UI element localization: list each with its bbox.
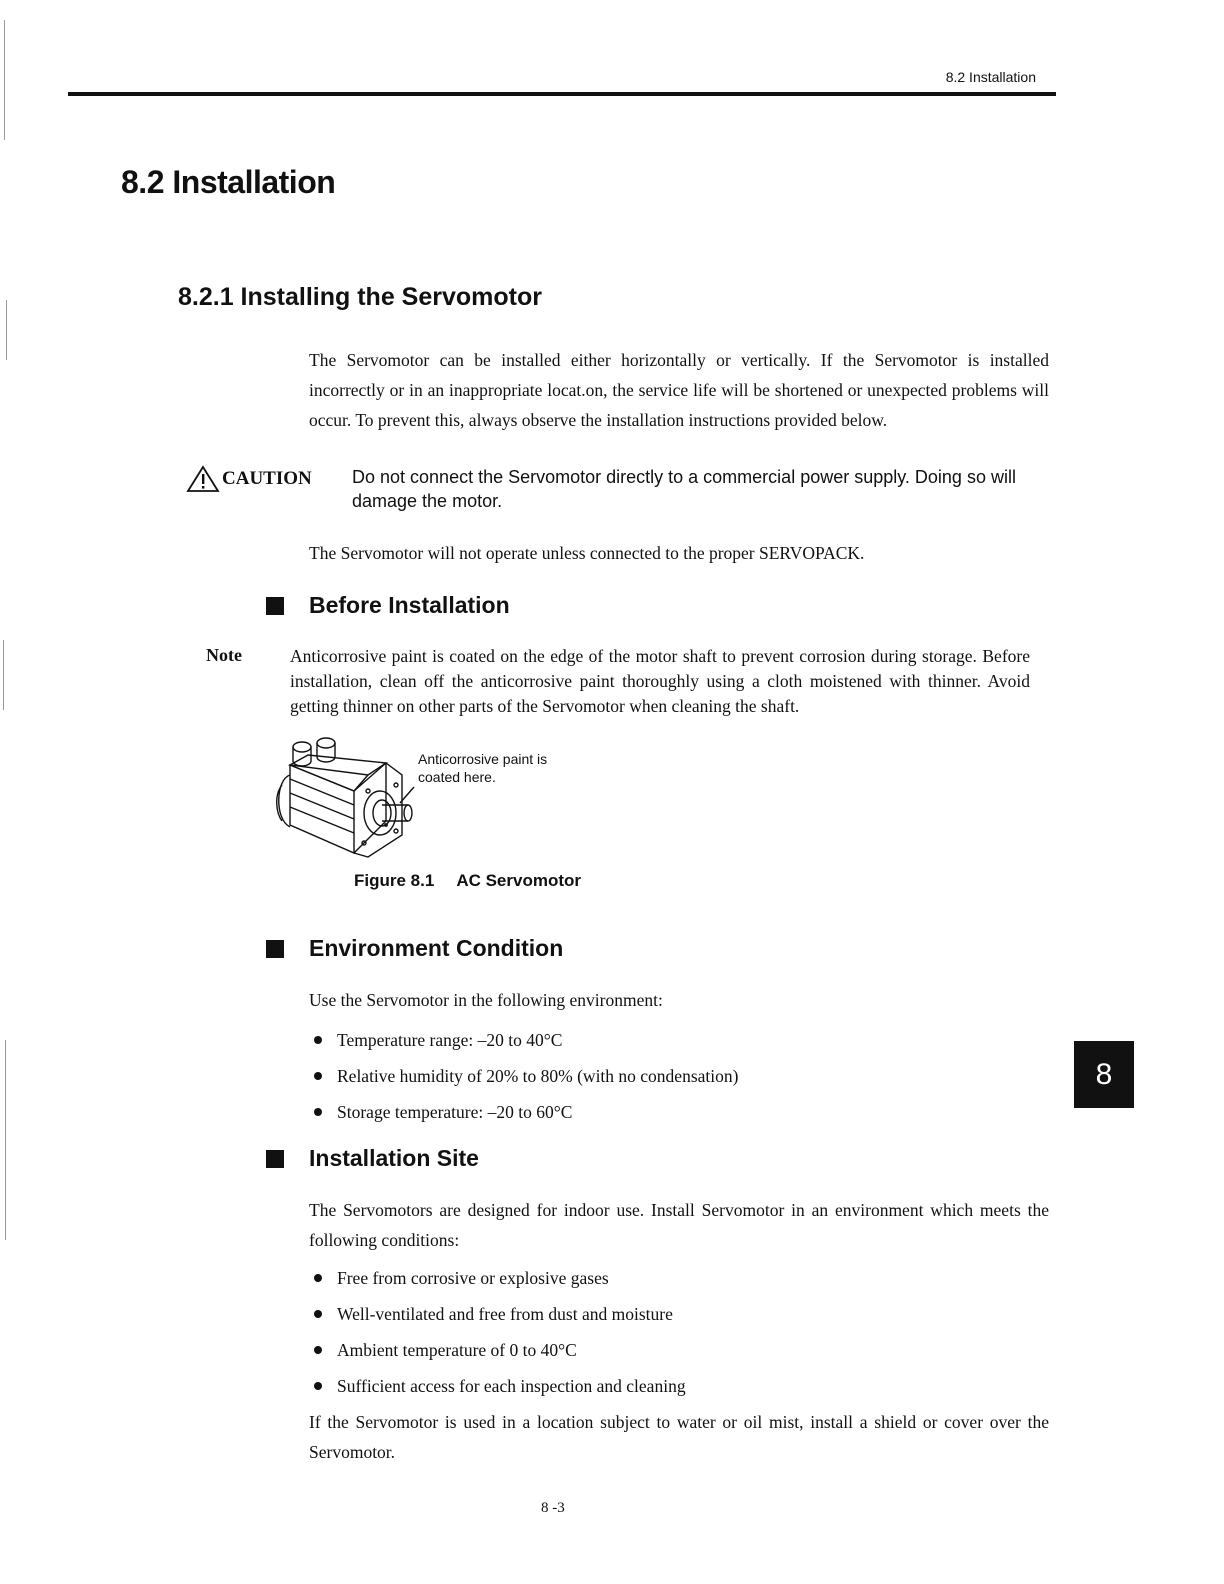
figure-annotation [418,750,547,786]
warning-triangle-icon [186,465,220,493]
header-rule [68,92,1056,96]
scan-mark [6,300,7,360]
heading-text: Installation Site [309,1145,479,1171]
running-head: 8.2 Installation [945,69,1036,85]
caution-text: Do not connect the Servomotor directly to a commercial power supply. Doing so will damage the motor. [352,467,1016,511]
operate-note: The Servomotor will not operate unless connected to the proper SERVOPACK. [309,543,865,563]
annotation-line: Anticorrosive paint is [418,751,548,767]
environment-list [314,1022,738,1130]
bullet-icon [314,1108,322,1116]
bullet-icon [314,1346,322,1354]
list-item: Sufficient access for each inspection and cleaning [314,1368,686,1404]
list-item: Ambient temperature of 0 to 40°C [314,1332,686,1368]
square-bullet-icon [266,940,284,958]
bullet-icon [314,1274,322,1282]
page-number: 8 -3 [541,1500,565,1516]
before-installation-heading [266,592,510,619]
list-item: Well-ventilated and free from dust and moisture [314,1296,686,1332]
bullet-icon [314,1072,322,1080]
note-text: Anticorrosive paint is coated on the edge of the motor shaft to prevent corrosion during storage. Before installation, clean off the anticorrosive paint thoroughly using a cloth moistened with thinner. Avoid getting thinner on other parts of the Servomotor when cleaning the shaft. [290,646,1030,716]
intro-paragraph: The Servomotor can be installed either horizontally or vertically. If the Servomotor is installed incorrectly or in an inappropriate locat.on, the service life will be shortened or unexpected problems will occur. To prevent this, always observe the installation instructions provided below. [309,350,1049,430]
scan-mark [5,1040,6,1240]
list-item: Storage temperature: –20 to 60°C [314,1094,738,1130]
note-label: Note [206,645,242,665]
chapter-tab: 8 [1074,1041,1134,1108]
annotation-line: coated here. [418,769,496,785]
list-item: Free from corrosive or explosive gases [314,1260,686,1296]
scan-mark [3,640,4,710]
heading-text: Environment Condition [309,935,564,961]
bullet-icon [314,1036,322,1044]
subsection-title: 8.2.1 Installing the Servomotor [178,283,542,311]
servomotor-illustration [268,735,418,860]
heading-text: Before Installation [309,592,510,618]
bullet-icon [314,1382,322,1390]
environment-intro: Use the Servomotor in the following environment: [309,990,663,1010]
site-closing: If the Servomotor is used in a location subject to water or oil mist, install a shield or cover over the Servomotor. [309,1412,1049,1462]
list-item: Relative humidity of 20% to 80% (with no condensation) [314,1058,738,1094]
caution-label-text: CAUTION [222,468,312,489]
figure-number: Figure 8.1 [354,871,435,890]
figure-title: AC Servomotor [456,871,581,890]
figure-caption [354,871,581,891]
installation-site-heading [266,1145,479,1172]
environment-heading [266,935,563,962]
section-title: 8.2 Installation [121,164,336,200]
site-intro: The Servomotors are designed for indoor use. Install Servomotor in an environment which meets the following conditions: [309,1200,1049,1250]
square-bullet-icon [266,597,284,615]
caution-label [186,465,312,493]
list-item: Temperature range: –20 to 40°C [314,1022,738,1058]
bullet-icon [314,1310,322,1318]
scan-mark [4,20,5,140]
square-bullet-icon [266,1150,284,1168]
site-list [314,1260,686,1404]
